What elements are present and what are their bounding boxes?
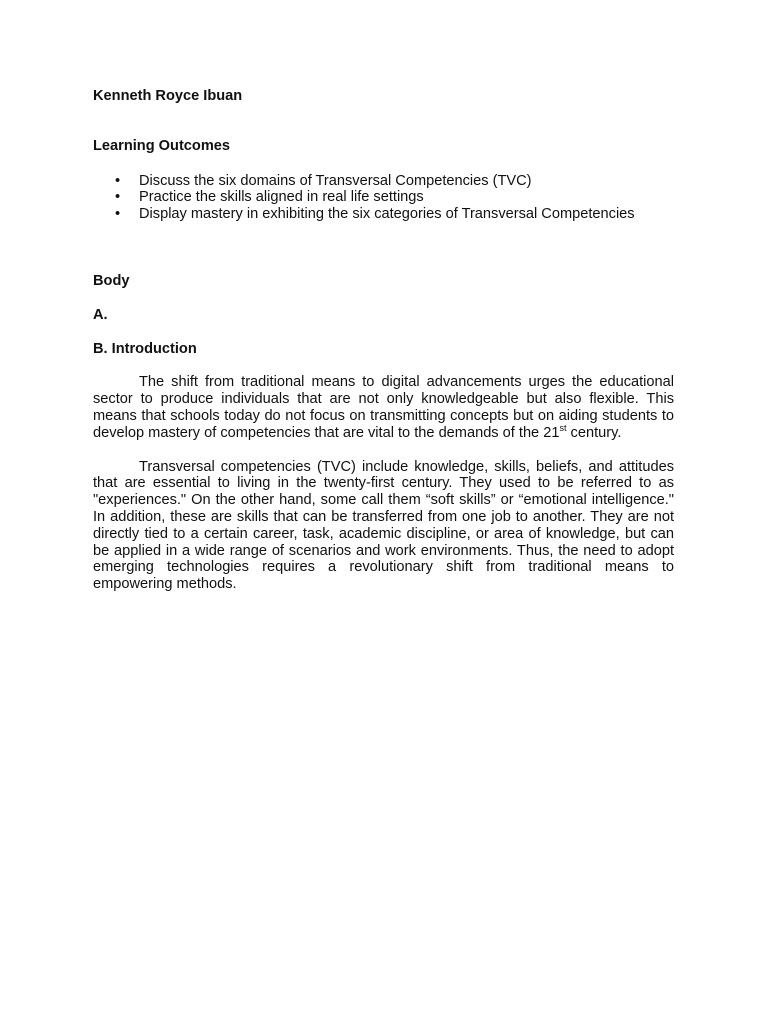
- list-item-text: Discuss the six domains of Transversal Competencies (TVC): [139, 172, 532, 189]
- author-name: Kenneth Royce Ibuan: [93, 88, 243, 104]
- list-item: [93, 189, 674, 206]
- introduction-paragraph-2: Transversal competencies (TVC) include knowledge, skills, beliefs, and attitudes that are essential to living in the twenty-first century. They used to be referred to as "experiences." On the other hand, some call them “soft skills” or “emotional intelligence." In addition, these are skills that can be transferred from one job to another. They are not directly tied to a certain career, task, academic discipline, or area of knowledge, but can be applied in a wide range of scenarios and work environments. Thus, the need to adopt emerging technologies requires a revolutionary shift from traditional means to empowering methods.: [93, 458, 674, 593]
- list-item: [93, 173, 674, 190]
- bullet-icon: •: [115, 189, 121, 206]
- body-heading: Body: [93, 272, 130, 289]
- document-page: [93, 88, 674, 593]
- section-a-heading: A.: [93, 306, 108, 323]
- paragraph-1-text: The shift from traditional means to digital advancements urges the educational sector to produce individuals that are not only knowledgeable but also flexible. This means that schools today do not focus on transmitting concepts but on aiding students to develop mastery of competencies that are vital to the demands of the 21: [93, 374, 674, 441]
- learning-outcomes-heading: Learning Outcomes: [93, 137, 231, 154]
- list-item-text: Display mastery in exhibiting the six categories of Transversal Competencies: [139, 206, 635, 223]
- list-item: [93, 206, 674, 223]
- introduction-heading: B. Introduction: [93, 340, 197, 357]
- superscript-st: st: [559, 422, 567, 433]
- paragraph-1-end: century.: [566, 424, 622, 441]
- list-item-text: Practice the skills aligned in real life settings: [139, 189, 424, 206]
- bullet-icon: •: [115, 172, 121, 189]
- bullet-icon: •: [115, 206, 121, 223]
- introduction-paragraph-1: [93, 374, 674, 441]
- learning-outcomes-list: [93, 173, 674, 223]
